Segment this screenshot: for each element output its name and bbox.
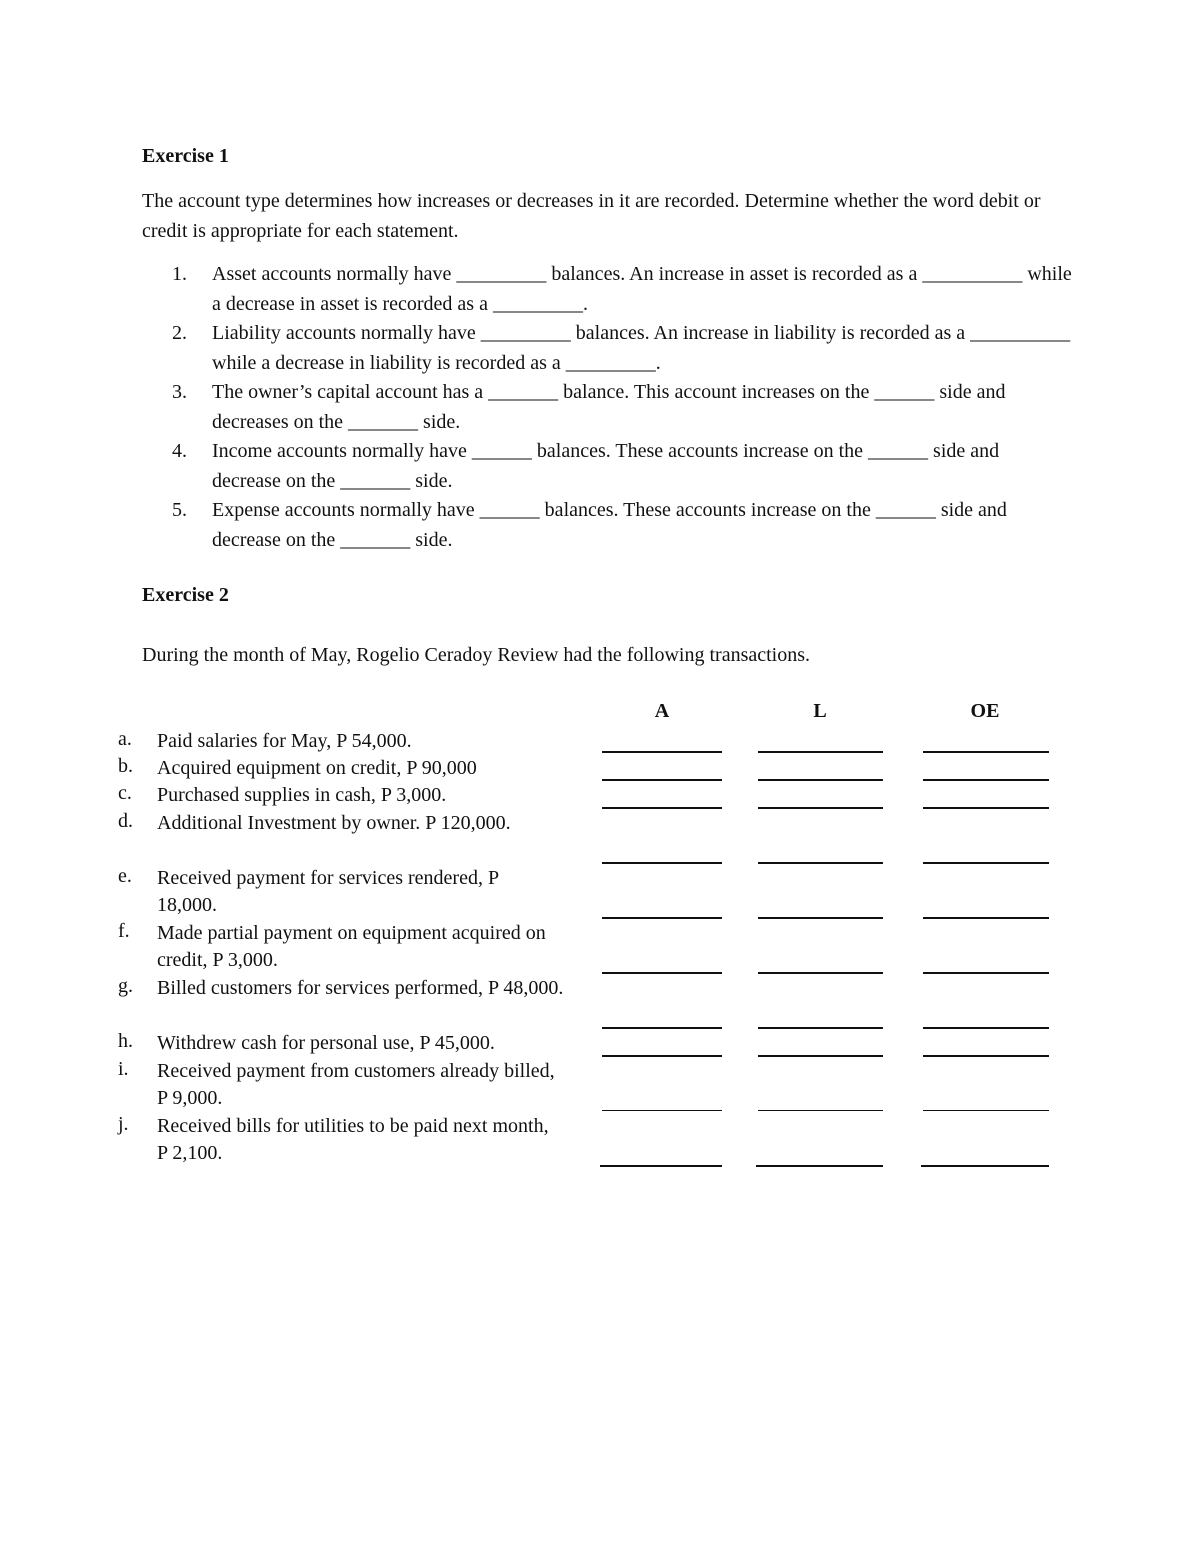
answer-blank-h-equity[interactable] [923,1055,1049,1057]
exercise-1-title: Exercise 1 [142,145,229,167]
answer-blank-a-equity[interactable] [923,751,1049,753]
answer-blank-d-equity[interactable] [923,862,1049,864]
transaction-text: Paid salaries for May, P 54,000. [157,730,412,752]
list-item-number: 1. [172,263,187,285]
answer-blank-j-equity[interactable] [921,1165,1049,1167]
answer-blank-a-assets[interactable] [602,751,722,753]
answer-blank-e-liabilities[interactable] [758,917,883,919]
transaction-letter: c. [118,782,132,804]
transaction-text: Billed customers for services performed, P 48,000. [157,977,564,999]
list-item-text: Liability accounts normally have _________ balances. An increase in liability is recorded as a __________ while a decrease in liability is recorded as a _________. [212,322,1071,374]
transaction-letter: f. [118,920,130,942]
list-item [172,378,1072,437]
column-header-assets: A [654,700,670,722]
answer-blank-e-assets[interactable] [602,917,722,919]
list-item-text: Income accounts normally have ______ balances. These accounts increase on the ______ side and decrease on the _______ side. [212,440,1000,492]
answer-blank-h-liabilities[interactable] [758,1055,883,1057]
transaction-text: Received payment for services rendered, P 18,000. [157,867,499,916]
exercise-2-intro: During the month of May, Rogelio Ceradoy Review had the following transactions. [142,644,811,666]
transaction-letter: b. [118,755,133,777]
transaction-text: Withdrew cash for personal use, P 45,000. [157,1032,495,1054]
transaction-text: Purchased supplies in cash, P 3,000. [157,784,447,806]
answer-blank-h-assets[interactable] [602,1055,722,1057]
transaction-text: Additional Investment by owner. P 120,000. [157,812,511,834]
answer-blank-j-assets[interactable] [600,1165,722,1167]
answer-blank-c-liabilities[interactable] [758,807,883,809]
answer-blank-i-assets[interactable] [602,1110,722,1111]
column-header-owners-equity: OE [970,700,1000,722]
list-item [172,319,1072,378]
transaction-text: Received bills for utilities to be paid next month, P 2,100. [157,1115,549,1164]
answer-blank-c-assets[interactable] [602,807,722,809]
answer-blank-f-equity[interactable] [923,972,1049,974]
answer-blank-j-liabilities[interactable] [756,1165,883,1167]
transaction-text: Made partial payment on equipment acquired on credit, P 3,000. [157,922,546,971]
answer-blank-i-liabilities[interactable] [758,1110,883,1111]
exercise-2-title: Exercise 2 [142,584,229,606]
transaction-text: Acquired equipment on credit, P 90,000 [157,757,477,779]
column-header-liabilities: L [813,700,827,722]
list-item [172,496,1072,555]
list-item-text: Asset accounts normally have _________ balances. An increase in asset is recorded as a __________ while a decrease in asset is recorded as a _________. [212,263,1072,315]
transaction-letter: e. [118,865,132,887]
transaction-letter: g. [118,975,133,997]
list-item-number: 4. [172,440,187,462]
transaction-letter: j. [118,1113,129,1135]
list-item [172,437,1072,496]
list-item [172,260,1072,319]
transaction-letter: h. [118,1030,133,1052]
list-item-number: 2. [172,322,187,344]
answer-blank-b-equity[interactable] [923,779,1049,781]
transaction-text: Received payment from customers already billed, P 9,000. [157,1060,555,1109]
answer-blank-g-equity[interactable] [923,1027,1049,1029]
answer-blank-i-equity[interactable] [923,1110,1049,1111]
answer-blank-d-liabilities[interactable] [758,862,883,864]
transaction-letter: a. [118,728,132,750]
exercise-1-instructions: The account type determines how increases or decreases in it are recorded. Determine whether the word debit or credit is appropriate for each statement. [142,190,1041,242]
transaction-letter: d. [118,810,133,832]
answer-blank-a-liabilities[interactable] [758,751,883,753]
list-item-number: 5. [172,499,187,521]
answer-blank-b-assets[interactable] [602,779,722,781]
answer-blank-g-liabilities[interactable] [758,1027,883,1029]
answer-blank-f-assets[interactable] [602,972,722,974]
list-item-number: 3. [172,381,187,403]
answer-blank-f-liabilities[interactable] [758,972,883,974]
list-item-text: Expense accounts normally have ______ balances. These accounts increase on the ______ side and decrease on the _______ side. [212,499,1007,551]
answer-blank-g-assets[interactable] [602,1027,722,1029]
answer-blank-c-equity[interactable] [923,807,1049,809]
answer-blank-e-equity[interactable] [923,917,1049,919]
list-item-text: The owner’s capital account has a _______ balance. This account increases on the ______ side and decreases on the _______ side. [212,381,1006,433]
answer-blank-b-liabilities[interactable] [758,779,883,781]
answer-blank-d-assets[interactable] [602,862,722,864]
exercise-1-list [172,260,1072,555]
transaction-letter: i. [118,1058,129,1080]
